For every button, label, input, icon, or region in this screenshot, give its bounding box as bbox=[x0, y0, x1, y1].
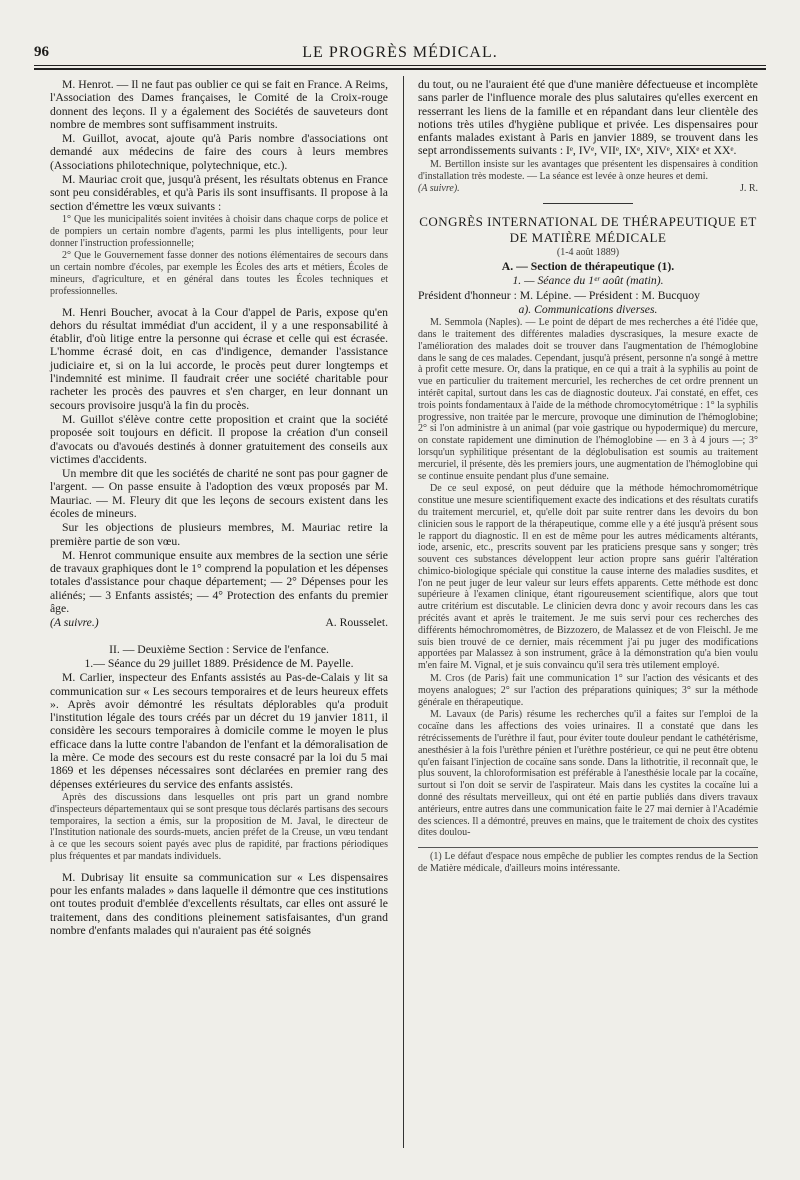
small-paragraph: M. Cros (de Paris) fait une communication 1° sur l'action des vésicants et des moyens analogues; 2° sur l'action des préparations quiniques; 3° sur la méthode générale en thérapeutique. bbox=[418, 673, 758, 708]
small-paragraph: M. Bertillon insiste sur les avantages que présentent les dispensaires à condition d'installation très modeste. — La séance est levée à onze heures et demi. bbox=[418, 158, 758, 182]
paragraph: M. Dubrisay lit ensuite sa communication sur « Les dispensaires pour les enfants malades » dans laquelle il démontre que ces institutions ont toutes produit d'emblée d'excellents résultats, car elles ont assuré le traitement, dans des conditions pleinement satisfaisantes, d'un grand nombre d'enfants malades qui n'auraient pas été soignés bbox=[50, 870, 388, 937]
small-paragraph: M. Lavaux (de Paris) résume les recherches qu'il a faites sur l'emploi de la cocaïne dans les affections des voies urinaires. Il a constaté que dans les rétrécissements de l'urèthre il faut, pour éviter toute douleur pendant le cathétérisme, anesthésier à la fois l'urèthre pénien et l'urèthre postérieur, ce qui ne peut être obtenu qu'en faisant l'injection de cocaïne sans sonde. Dans la lithotritie, il reconnaît que, le plus souvent, la chloroformisation est préférable à l'anesthésie locale par la cocaïne, surtout si l'on doit se servir de l'aspirateur. Mais dans les cystites la cocaïne lui a donné des résultats merveilleux, qui ont été en partie publiés dans divers travaux antérieurs, entre autres dans une communication faite le 27 mai dernier à l'Académie des sciences. Il a démontré, preuves en mains, que le traitement de choix des cystites dites doulou- bbox=[418, 709, 758, 839]
section-separator bbox=[543, 203, 633, 204]
paragraph: M. Henri Boucher, avocat à la Cour d'appel de Paris, expose qu'en dehors du résultat immédiat d'un accident, il y a une responsabilité à établir, d'où litige entre la personne qui écrase et celle qui est écrasée. L'homme écrasé doit, en cas d'indigence, demander l'assistance judiciaire et, si on la lui accorde, le procès peut durer longtemps et l'indemnité est minime. Il faudrait créer une société charitable pour racheter les procès des pauvres et s'en charger, en leur donnant un secours provisoire jusqu'à la fin du procès. bbox=[50, 305, 388, 412]
small-paragraph: M. Semmola (Naples). — Le point de départ de mes recherches a été l'idée que, dans le traitement des différentes maladies dyscrasiques, la mesure exacte de l'amélioration des malades doit se trouver dans l'augmentation de l'hémoglobine dans le sang de ces malades. Cependant, jusqu'à présent, personne n'a songé à mettre à profit cette mesure. Or, dans la pratique, en ce qui a trait à la syphilis au point de vue en particulier du traitement mercuriel, les recherches de cet ordre prennent un intérêt capital, surtout dans les cas de diagnostic douteux. J'ai constaté, en effet, ces trois points fondamentaux à l'aide de la méthode chromocytométrique : 1° la syphilis progressive, non traitée par le mercure, provoque une diminution de l'hémoglobine; 2° si l'on administre à un animal (par voie gastrique ou hypodermique) du mercure, on constate rapidement une diminution de l'hémoglobine — en 3 à 4 jours —; 3° lorsqu'un syphilitique présentant de la déglobulisation est soumis au traitement mercuriel, il présente, dès les premiers jours, une augmentation de l'hémoglobine qui se continue ensuite pendant plus d'une semaine. bbox=[418, 317, 758, 482]
signature-line bbox=[418, 183, 758, 195]
paragraph: M. Mauriac croit que, jusqu'à présent, les résultats obtenus en France sont peu considérables, et qu'à Paris ils sont insuffisants. Il propose à la section d'émettre les vœux suivants : bbox=[50, 173, 388, 213]
paragraph: Un membre dit que les sociétés de charité ne sont pas pour gagner de l'argent. — On passe ensuite à l'adoption des vœux proposés par M. Mauriac. — M. Fleury dit que les leçons de secours existent dans les écoles de mineurs. bbox=[50, 467, 388, 520]
paragraph: du tout, ou ne l'auraient été que d'une manière défectueuse et incomplète sans parler de l'influence morale des plus salutaires qu'elles exercent en resserrant les liens de la famille et en répandant dans leur clientèle des notions très utiles d'hygiène publique et privée. Les dispensaires pour enfants malades existant à Paris en janvier 1889, se trouvent dans les sept arrondissements suivants : Iᵉ, IVᵉ, VIIᵉ, IXᵉ, XIVᵉ, XIXᵉ et XXᵉ. bbox=[418, 78, 758, 158]
right-column bbox=[418, 78, 758, 876]
to-be-continued: (A suivre.) bbox=[50, 616, 99, 630]
small-paragraph: Après des discussions dans lesquelles ont pris part un grand nombre d'inspecteurs départementaux qui se sont presque tous déclarés partisans des secours temporaires, la section a émis, sur la proposition de M. Javal, le directeur de l'Institution nationale des sourds-muets, ancien préfet de la Creuse, un vœu tendant à ce que les secours soient payés avec plus de rapidité, par fractions périodiques plus fréquentes et par mandats individuels. bbox=[50, 791, 388, 862]
section-heading: A. — Section de thérapeutique (1). bbox=[501, 259, 675, 273]
signature-line bbox=[50, 616, 388, 629]
header-rule bbox=[34, 65, 766, 66]
paragraph: M. Henrot communique ensuite aux membres de la section une série de travaux graphiques dont le 1° comprend la population et les dépenses totales d'assistance pour chaque département; — 2° Dépenses pour les aliénés; — 3 Enfants assistés; — 4° Protection des enfants du premier âge. bbox=[50, 548, 388, 616]
section-heading: II. — Deuxième Section : Service de l'enfance. bbox=[109, 642, 329, 656]
header-rule-thick bbox=[34, 68, 766, 70]
footnote-rule bbox=[418, 847, 758, 848]
running-title: LE PROGRÈS MÉDICAL. bbox=[302, 44, 498, 61]
footnote: (1) Le défaut d'espace nous empêche de publier les comptes rendus de la Section de Matière médicale, d'ailleurs moins intéressante. bbox=[418, 851, 758, 875]
paragraph: M. Carlier, inspecteur des Enfants assistés au Pas-de-Calais y lit sa communication sur « Les secours temporaires et de leurs heureux effets ». Après avoir démontré les résultats déplorables qu'a produit l'institution légale des tours créés par un décret du 19 janvier 1811, il considère les secours temporaires à domicile comme le moyen le plus efficace dans la lutte contre l'abandon de l'enfant et la démoralisation de la mère. Ce mode des secours est du reste consacré par la loi du 5 mai 1869 et les dépenses nécessaires sont déclarées en premier rang des dépenses extérieures du service des enfants assistés. bbox=[50, 671, 388, 791]
paragraph: M. Guillot s'élève contre cette proposition et craint que la société proposée soit toujours en déficit. Il propose la création d'un conseil d'avocats ou d'avoués destinés à donner gratuitement des conseils aux victimes d'accidents. bbox=[50, 412, 388, 466]
author-signature: J. R. bbox=[739, 183, 758, 195]
small-paragraph: De ce seul exposé, on peut déduire que la méthode hémochromométrique constitue une mesure scientifiquement exacte des indications et des résultats curatifs du traitement mercuriel, et, qu'elle doit par suite rentrer dans les devoirs du bon clinicien sous le rapport de la thérapeutique, comme elle y a été jusqu'à présent sous le rapport du diagnostic. Il en est de même pour les autres médicaments altérants, iode, arsenic, etc., prescrits souvent par les praticiens presque sans y songer; très souvent ces substances développent leur action propre sans guérir l'altération chimico-biologique spéciale qui constitue la cause interne des maladies susdites, et l'on ne peut juger de leur valeur sur leurs effets apparents. Cette méthode est donc supérieure à l'examen clinique, étant rigoureusement scientifique, alors que tout autre critérium est discutable. Le clinicien devra donc y avoir recours dans les cas précités avant et après le traitement. Je me suis servi pour ces recherches des différents hémochromomètres, de Bizzozero, de Malassez et de von Fleischl. Je me suis bien trouvé de ce dernier, mais récemment j'ai pu juger des modifications apportées par Malassez à son instrument, grâce à la démonstration qu'a bien voulu m'en faire M. Vignal, et je suis convaincu qu'il sera très utilement employé. bbox=[418, 483, 758, 672]
small-paragraph: 1° Que les municipalités soient invitées à choisir dans chaque corps de police et de pompiers un certain nombre d'agents, parmi les plus intelligents, pour leur donner l'instruction professionnelle; bbox=[50, 213, 388, 249]
page-header bbox=[34, 44, 766, 64]
session-heading: 1. — Séance du 1ᵉʳ août (matin). bbox=[512, 274, 664, 288]
small-paragraph: 2° Que le Gouvernement fasse donner des notions élémentaires de secours dans un certain nombre d'écoles, par exemple les Écoles des arts et métiers, Écoles de mineurs, d'agriculture, et en général dans toutes les Écoles techniques et professionnelles. bbox=[50, 250, 388, 297]
page-number: 96 bbox=[34, 44, 49, 60]
column-divider bbox=[403, 76, 404, 1148]
paragraph: Sur les objections de plusieurs membres, M. Mauriac retire la première partie de son vœu. bbox=[50, 521, 388, 548]
subsection-heading: a). Communications diverses. bbox=[518, 302, 658, 316]
congress-dates: (1-4 août 1889) bbox=[556, 247, 620, 259]
paragraph: M. Guillot, avocat, ajoute qu'à Paris nombre d'associations ont demandé aux médecins de faire des cours à leurs membres (Associations philotechnique, polytechnique, etc.). bbox=[50, 132, 388, 172]
congress-title: CONGRÈS INTERNATIONAL DE THÉRAPEUTIQUE ET DE MATIÈRE MÉDICALE bbox=[419, 214, 757, 246]
session-heading: 1.— Séance du 29 juillet 1889. Présidence de M. Payelle. bbox=[84, 656, 354, 670]
paragraph: M. Henrot. — Il ne faut pas oublier ce qui se fait en France. A Reims, l'Association des Dames françaises, le Comité de la Croix-rouge donnent des leçons. Il y a également des Sociétés de sauveteurs dont nombre de membres sont suffisamment instruits. bbox=[50, 78, 388, 131]
presidents-line: Président d'honneur : M. Lépine. — Président : M. Bucquoy bbox=[418, 288, 700, 302]
author-signature: A. Rousselet. bbox=[325, 616, 388, 630]
left-column bbox=[50, 78, 388, 938]
to-be-continued: (A suivre). bbox=[418, 183, 460, 195]
